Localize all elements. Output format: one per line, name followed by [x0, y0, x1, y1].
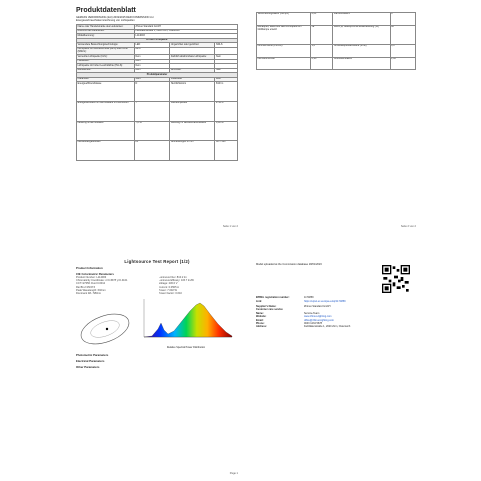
cell: Lichtquelle mit hoher Leuchtdichte (HLLS):	[77, 64, 135, 69]
cell: Farbwiedergabeindex	[77, 141, 135, 161]
column-header: Wert	[215, 77, 238, 82]
kv-value: 0043 1234 5678	[304, 322, 323, 326]
cell: Anschrift des Lieferanten:	[77, 29, 135, 34]
cell: D	[134, 82, 169, 102]
cell: Blendschutz:	[77, 68, 135, 73]
report-line: CCT=2705K Duv=0.0012	[76, 282, 106, 286]
page-number: Page 1	[229, 472, 238, 475]
section-heading: Product Information	[76, 266, 103, 270]
cell: Farblich abstimmbare Lichtquelle:	[170, 55, 215, 60]
test-report-page	[72, 257, 242, 477]
kv-key: Phone:	[256, 322, 265, 326]
cell: Verwendete Beleuchtungstechnologie:	[77, 43, 135, 48]
cell: Nutzlichtstrom	[170, 82, 215, 102]
kv-value: Zhinuo Standard GmbH	[304, 305, 331, 309]
section-heading: Electrical Parameters	[76, 359, 105, 364]
cell: Behauptet, dass eine LED-Lichtquelle ein Glühlampe ersetzt	[257, 25, 311, 45]
cell: 0,61	[311, 13, 333, 26]
spectrum-caption: Relative Spectral Power Distribution	[166, 346, 206, 350]
cell: Nein	[134, 64, 169, 69]
report-line: Peak Wavelength: 602nm	[76, 288, 106, 292]
report-line: Product Number: L114003	[76, 276, 107, 279]
kv-key: Supplier's Name:	[256, 305, 277, 309]
cell: Farbkonsistenz	[333, 13, 390, 26]
column-header: Parameter	[77, 77, 135, 82]
cell: Überlebensfaktor	[333, 57, 390, 70]
cell: 60	[390, 25, 415, 45]
spectrum-chart	[138, 297, 234, 341]
kv-row	[252, 300, 420, 303]
kv-value: Service-Team	[304, 311, 320, 315]
cell: Energieeffizienzklasse	[77, 82, 135, 102]
report-line: Luminous Flux: 810.2 lm	[158, 276, 187, 279]
cell: 7,0 W	[134, 121, 169, 141]
cell: Hüllkolben:	[77, 59, 135, 64]
section-header: Art der Lichtquelle:	[77, 38, 238, 43]
report-title: Lightsource Test Report (1/2)	[124, 259, 190, 264]
website-link[interactable]: www.zhinuo-lighting.com	[304, 315, 332, 319]
kv-key: Customer care service	[256, 308, 283, 312]
cell: Fazilitätenstraße 1, 2020 Zorn, Österreich	[134, 29, 237, 34]
cell: Verschiebungsfaktor (cos φ1)	[257, 13, 311, 26]
section-heading: CIE Colorimetric Parameters	[76, 272, 114, 276]
kv-key: Name:	[256, 311, 264, 315]
cell: Abmessungen in mm	[170, 141, 215, 161]
cell: Nein	[215, 68, 238, 73]
report-line: Current: 0.0505 A	[158, 285, 179, 289]
cell: Nein	[134, 55, 169, 60]
section-heading: Other Parameters	[76, 365, 100, 370]
report-line: Dominant WL: 583nm	[76, 292, 102, 296]
cell: Leistung im Bereitschaftszustand	[170, 121, 215, 141]
product-info-table	[76, 24, 238, 160]
eprel-link[interactable]: https://eprel.ec.europa.eu/qr/1174859	[304, 299, 346, 303]
datasheet-page-2	[252, 4, 420, 230]
report-line: Power: 7.002 W	[158, 288, 177, 292]
report-line: Ra=81.2 R9=8.5	[76, 285, 96, 289]
cell: 2700 K	[215, 101, 238, 121]
kv-value: 1174859	[304, 296, 314, 300]
kv-key: Email:	[256, 318, 264, 322]
cell: Leistung im Ein-Zustand	[77, 121, 135, 141]
column-header: Parameter	[170, 77, 215, 82]
cell: 0,4	[390, 45, 415, 58]
cell: Zhinuo Standard GmbH	[134, 25, 237, 30]
column-header: Wert	[134, 77, 169, 82]
kv-row	[252, 325, 420, 328]
page-number: Seite 2 von 2	[400, 225, 416, 228]
cell: Ja	[311, 25, 333, 45]
qr-code-icon	[382, 265, 410, 293]
cell: Nein	[215, 55, 238, 60]
report-line: Luminous Efficacy: 115.7 lm/W	[158, 279, 194, 283]
cie-chromaticity-diagram	[76, 305, 134, 349]
page-number: Seite 1 von 2	[222, 225, 238, 228]
cell: 81	[134, 141, 169, 161]
cell: Lichtquelle mit Netzanschluss (MLS) oder ohne (NMLS):	[77, 47, 135, 54]
datasheet-page-1	[72, 4, 242, 230]
section-header: Produktparameter	[77, 73, 238, 78]
kv-value: Fazilitätenstraße 1, 2020 Zorn, Österreich	[304, 325, 351, 329]
cell: Energieverbrauch im Ein-Zustand in kWh/1000h	[77, 101, 135, 121]
email-link[interactable]: office@zhinuo-lighting.com	[304, 318, 335, 322]
cell: Nein	[134, 59, 169, 64]
cell: Name oder Handelsmarke des Lieferanten:	[77, 25, 135, 30]
cell: 0,96	[311, 57, 333, 70]
cell: Nein	[134, 68, 169, 73]
cell: 6	[390, 13, 415, 26]
report-line: Power Factor: 0.610	[158, 292, 182, 296]
cell: 810 lm	[215, 82, 238, 102]
header-line: GEMÄSS VERORDNUNG (EU) 2019/2015 DER KOMMISSION zur	[76, 16, 154, 19]
kv-key: Link:	[256, 299, 262, 303]
cell: NDLS	[215, 43, 238, 48]
report-line: Chromaticity Coordinate: x=0.4578 y=0.4101	[76, 279, 128, 283]
cell: Lichtstromerhalt	[257, 57, 311, 70]
cell: L114003	[134, 34, 237, 39]
section-heading: Photometric Parameters	[76, 353, 109, 358]
kv-key: EPREL registration number:	[256, 296, 290, 300]
report-line: Voltage: 230.0 V	[158, 282, 178, 286]
cell: 1,0	[311, 45, 333, 58]
eprel-info-page	[252, 257, 420, 477]
cell: MLS	[134, 47, 169, 54]
cell: 60 × 120	[215, 141, 238, 161]
cell: LED	[134, 43, 169, 48]
cell: Modellkennung:	[77, 34, 135, 39]
cell: Wenn ja, beanspruchte Ersatzleistung (W)	[333, 25, 390, 45]
parameter-table-continued	[256, 12, 416, 70]
cell: Flimmermetrik (Pst LM)	[257, 45, 311, 58]
kv-key: Website:	[256, 315, 267, 319]
cell: Dimmbar:	[170, 68, 215, 73]
cell: Vernetzte Lichtquelle (CLS):	[77, 55, 135, 60]
cell: 7	[134, 101, 169, 121]
cell: Farbtemperatur	[170, 101, 215, 121]
cell: Ungerichtet oder gerichtet:	[170, 43, 215, 48]
cell: 0,00 W	[215, 121, 238, 141]
cell: 1,00	[390, 57, 415, 70]
kv-key: Address:	[256, 325, 267, 329]
intro-line: Model uploaded at the Commission database 18/01/2023	[256, 263, 322, 266]
header-line: Energieverbrauchskennzeichnung von Lichtquellen	[76, 19, 135, 23]
page-title: Produktdatenblatt	[76, 7, 136, 14]
cell: Stroboskopeffekt-Metrik (SVM)	[333, 45, 390, 58]
